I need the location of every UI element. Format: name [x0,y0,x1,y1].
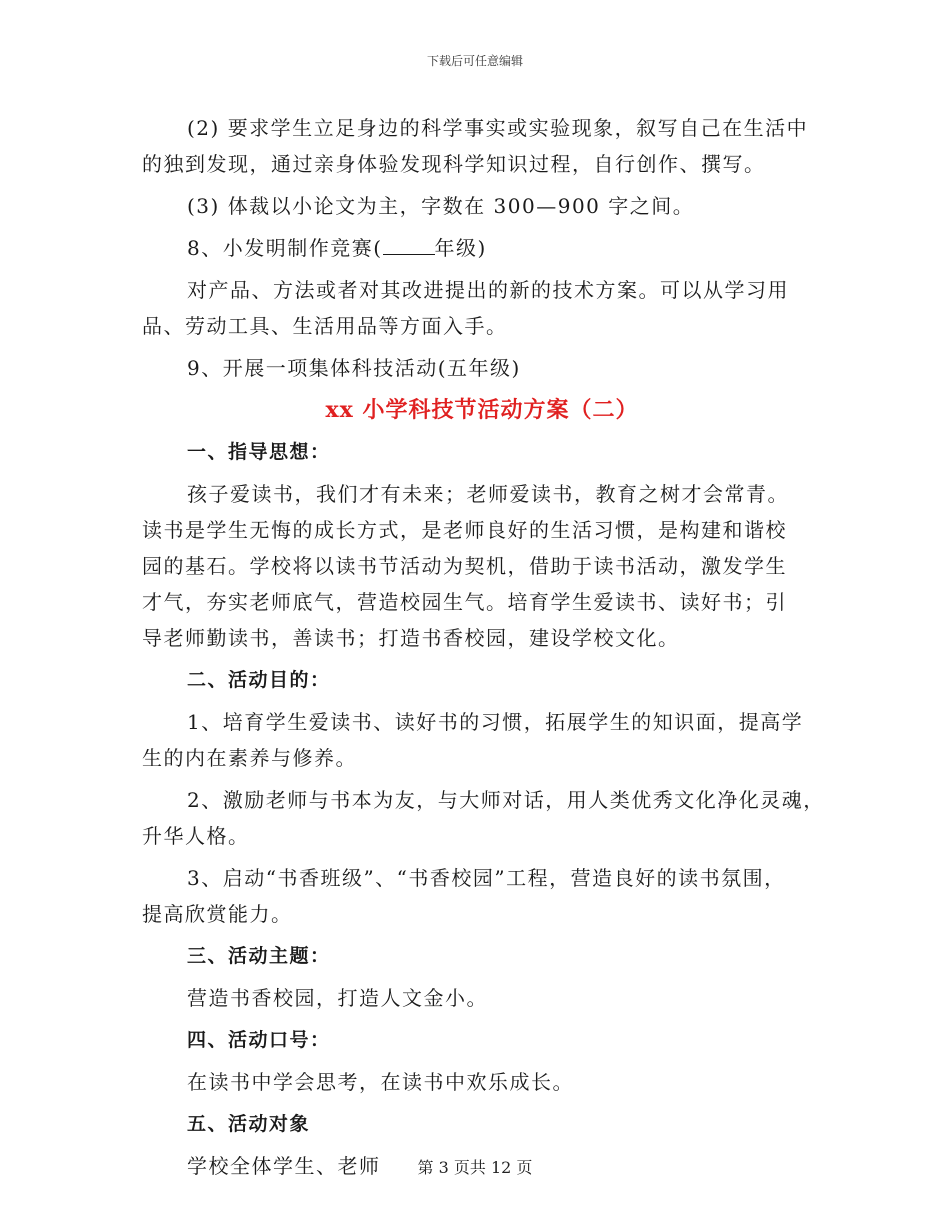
text-line: 品、劳动工具、生活用品等方面入手。 [142,314,508,338]
item-8-suffix: 年级) [434,236,487,260]
text-line: 2、激励老师与书本为友，与大师对话，用人类优秀文化净化灵魂， [187,788,825,812]
document-title: xx 小学科技节活动方案（二） [325,397,639,423]
text-line: 园的基石。学校将以读书节活动为契机，借助于读书活动，激发学生 [142,554,787,578]
text-line: 导老师勤读书，善读书；打造书香校园，建设学校文化。 [142,626,680,650]
section-heading [142,1106,822,1142]
section-1-paragraph [142,476,822,656]
document-body [142,110,825,1190]
section-heading [142,662,822,698]
blank-underline [383,236,435,255]
section-3-heading: 三、活动主题： [187,945,331,967]
section-2-item-3 [142,860,822,932]
paragraph-item-8-desc [142,272,822,344]
section-3-paragraph [142,980,822,1016]
text-line: (2) 要求学生立足身边的科学事实或实验现象，叙写自己在生活中 [187,116,809,140]
text-line: 读书是学生无悔的成长方式，是老师良好的生活习惯，是构建和谐校 [142,518,787,542]
section-2-heading: 二、活动目的： [187,669,331,691]
text-line: 提高欣赏能力。 [142,902,293,926]
section-heading [142,1022,822,1058]
paragraph-item-2 [142,110,822,182]
text-line: 9、开展一项集体科技活动(五年级) [187,356,521,380]
page-header: 下载后可任意编辑 [426,54,523,68]
text-line: 的独到发现，通过亲身体验发现科学知识过程，自行创作、撰写。 [142,152,766,176]
section-2-item-1 [142,704,822,776]
section-1-heading: 一、指导思想： [187,441,331,463]
section-heading [142,434,822,470]
paragraph-item-9 [142,350,822,386]
text-line: 升华人格。 [142,824,250,848]
section-2-item-2 [142,782,825,854]
text-line [142,230,822,266]
page-footer: 第 3 页共 12 页 [417,1158,533,1177]
paragraph-item-8 [142,230,822,266]
paragraph-item-3 [142,188,822,224]
section-4-heading: 四、活动口号： [187,1029,331,1051]
section-5-heading: 五、活动对象 [187,1113,311,1135]
text-line: 对产品、方法或者对其改进提出的新的技术方案。可以从学习用 [187,278,789,302]
text-line: 生的内在素养与修养。 [142,746,357,770]
text-line: 学校全体学生、老师 [187,1154,381,1178]
text-line: 3、启动“书香班级”、“书香校园”工程，营造良好的读书氛围， [187,866,786,890]
text-line: 营造书香校园，打造人文金小。 [187,986,488,1010]
section-heading [142,938,822,974]
text-line: 在读书中学会思考，在读书中欢乐成长。 [187,1070,574,1094]
text-line: (3) 体裁以小论文为主，字数在 300—900 字之间。 [187,194,695,218]
section-4-paragraph [142,1064,822,1100]
item-8-prefix: 8、小发明制作竞赛( [187,236,383,260]
text-line: 孩子爱读书，我们才有未来；老师爱读书，教育之树才会常青。 [187,482,789,506]
text-line: 才气，夯实老师底气，营造校园生气。培育学生爱读书、读好书；引 [142,590,787,614]
text-line: 1、培育学生爱读书、读好书的习惯，拓展学生的知识面，提高学 [187,710,804,734]
